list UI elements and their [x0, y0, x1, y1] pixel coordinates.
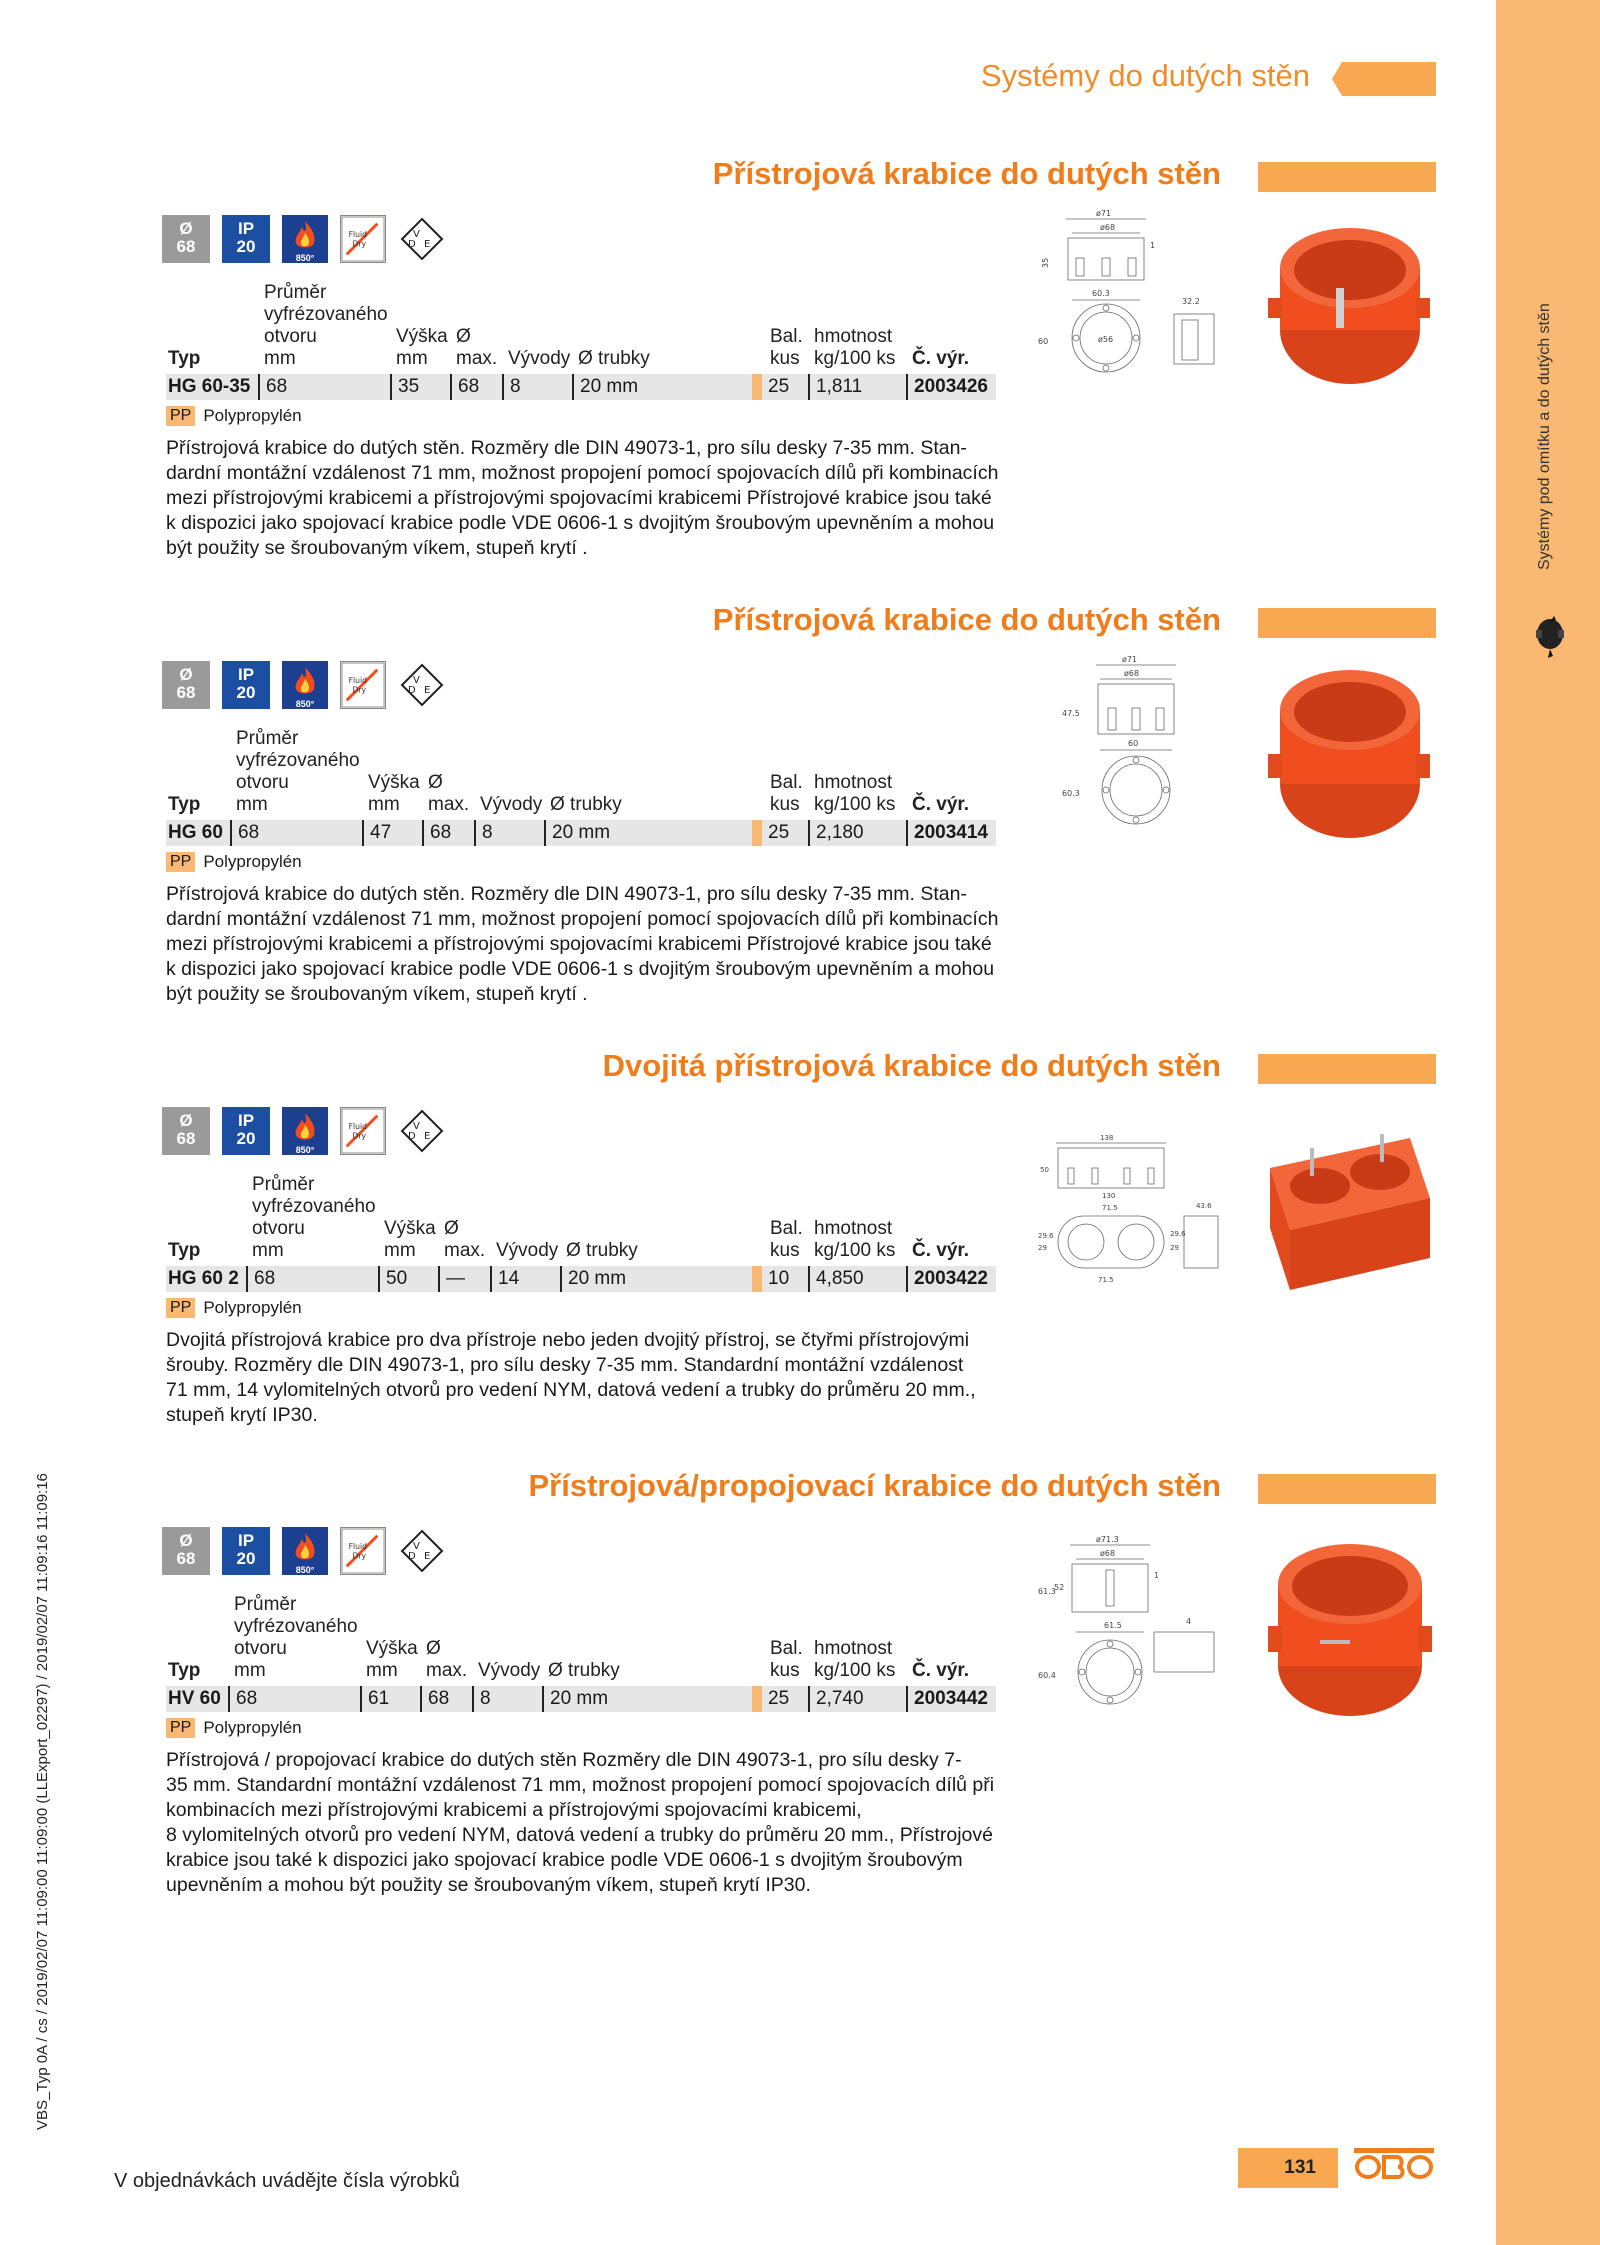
dim-label: 71.5: [1102, 1204, 1118, 1212]
desc-line: šrouby. Rozměry dle DIN 49073-1, pro sílu desky 7-35 mm. Standardní montážní vzdálenost: [166, 1354, 964, 1376]
col-kus: kus: [770, 1660, 800, 1681]
desc-line: být použity se šroubovaným víkem, stupeň krytí .: [166, 983, 588, 1005]
col-otvor-unit: mm: [234, 1660, 266, 1681]
material: [166, 406, 302, 426]
material-name: Polypropylén: [203, 406, 302, 425]
material-name: Polypropylén: [203, 1298, 302, 1317]
col-dia: Ø: [428, 772, 443, 793]
cell-bal: 10: [752, 1266, 789, 1292]
col-kus: kus: [770, 348, 800, 369]
svg-text:Fluid: Fluid: [348, 1122, 367, 1132]
obo-logo: [1354, 2148, 1434, 2180]
col-trubky: Ø trubky: [578, 348, 650, 369]
table-row: [166, 820, 996, 846]
col-max: max.: [444, 1240, 486, 1261]
vde-mark-icon: [398, 1527, 446, 1575]
cell-typ: HG 60-35: [168, 376, 251, 397]
dim-label: 35: [1041, 257, 1050, 268]
print-meta: VBS_Typ 0A / cs / 2019/02/07 11:09:00 11:09:00 (LLExport_02297) / 2019/02/07 11:09:16 11:09:16: [34, 1473, 51, 2130]
footer-note: V objednávkách uvádějte čísla výrobků: [114, 2170, 460, 2192]
material-code: PP: [166, 1718, 195, 1738]
desc-line: 35 mm. Standardní montážní vzdálenost 71 mm, možnost propojení pomocí spojovacích dílů při: [166, 1774, 995, 1796]
desc-line: Přístrojová krabice do dutých stěn. Rozměry dle DIN 49073-1, pro sílu desky 7-35 mm. Stan-: [166, 437, 967, 459]
col-otvor-unit: mm: [236, 794, 268, 815]
technical-drawing: [1036, 208, 1222, 388]
col-vyska-unit: mm: [384, 1240, 416, 1261]
cell-otvor: 68: [230, 820, 259, 846]
cell-dia: 68: [422, 820, 451, 846]
product-photo: [1250, 1118, 1440, 1308]
cell-vyvody: 8: [502, 374, 521, 400]
diameter-badge: [162, 661, 210, 709]
cell-cislo: 2003442: [906, 1686, 988, 1712]
flush-mount-icon: [340, 661, 386, 709]
cell-cislo: 2003426: [906, 374, 988, 400]
dim-label: 60.3: [1062, 789, 1080, 798]
material-name: Polypropylén: [203, 1718, 302, 1737]
ip-badge: [222, 1527, 270, 1575]
col-prumer-1: Průměr: [252, 1174, 315, 1195]
diameter-value: 68: [176, 237, 196, 256]
col-bal: Bal.: [770, 326, 803, 347]
desc-line: stupeň krytí IP30.: [166, 1404, 318, 1426]
dim-label: 60: [1038, 337, 1049, 346]
svg-text:D: D: [408, 685, 416, 696]
col-bal: Bal.: [770, 1638, 803, 1659]
col-typ: Typ: [168, 794, 201, 815]
desc-line: k dispozici jako spojovací krabice podle VDE 0606-1 s dvojitým šroubovým upevněním a mohou: [166, 512, 995, 534]
fire-temp: 850°: [295, 699, 315, 709]
dim-label: ø71: [1122, 655, 1138, 664]
col-cvyr: Č. výr.: [912, 348, 970, 369]
dim-label: 29: [1038, 1244, 1047, 1252]
col-max: max.: [428, 794, 470, 815]
diameter-symbol: Ø: [179, 1111, 193, 1130]
svg-text:Dry: Dry: [352, 239, 367, 249]
diameter-value: 68: [176, 683, 196, 702]
svg-text:D: D: [408, 239, 416, 250]
dim-label: ø56: [1098, 335, 1114, 344]
svg-text:Dry: Dry: [352, 1131, 367, 1141]
desc-line: Přístrojová krabice do dutých stěn. Rozměry dle DIN 49073-1, pro sílu desky 7-35 mm. Stan-: [166, 883, 967, 905]
svg-text:E: E: [424, 239, 431, 250]
cell-vyvody: 14: [490, 1266, 519, 1292]
table-row: [166, 374, 996, 400]
svg-text:V: V: [413, 1541, 420, 1552]
product-photo: [1250, 208, 1440, 398]
dim-label: 130: [1102, 1192, 1116, 1200]
svg-text:Dry: Dry: [352, 1551, 367, 1561]
desc-line: dardní montážní vzdálenost 71 mm, možnost propojení pomocí spojovacích dílů při kombinacích: [166, 908, 999, 930]
svg-text:V: V: [413, 675, 420, 686]
cell-cislo: 2003414: [906, 820, 988, 846]
section-bar: [1258, 162, 1436, 192]
vde-mark-icon: [398, 215, 446, 263]
svg-text:E: E: [424, 685, 431, 696]
ip-value: 20: [236, 1129, 256, 1148]
diameter-value: 68: [176, 1549, 196, 1568]
desc-line: mezi přístrojovými krabicemi a přístrojovými spojovacími krabicemi Přístrojové krabice jsou také: [166, 933, 992, 955]
technical-drawing: [1036, 654, 1222, 834]
desc-line: mezi přístrojovými krabicemi a přístrojovými spojovacími krabicemi Přístrojové krabice jsou také: [166, 487, 992, 509]
dim-label: 4: [1186, 1617, 1192, 1626]
cell-hmotnost: 2,740: [808, 1686, 864, 1712]
col-vyska: Výška: [366, 1638, 418, 1659]
dim-label: 52: [1054, 1583, 1065, 1592]
col-hmotnost: hmotnost: [814, 1638, 893, 1659]
col-kus: kus: [770, 794, 800, 815]
fire-temp: 850°: [295, 1565, 315, 1575]
svg-text:E: E: [424, 1131, 431, 1142]
section-title: Dvojitá přístrojová krabice do dutých stěn: [602, 1048, 1221, 1083]
technical-drawing: [1036, 1534, 1222, 1714]
cell-typ: HG 60: [168, 822, 223, 843]
ip-label: IP: [237, 1111, 255, 1130]
section-bar: [1258, 608, 1436, 638]
col-prumer-2: vyfrézovaného: [252, 1196, 376, 1217]
dim-label: 1: [1154, 1571, 1160, 1580]
dim-label: ø68: [1100, 223, 1116, 232]
technical-drawing: [1036, 1132, 1222, 1312]
col-prumer-1: Průměr: [234, 1594, 297, 1615]
svg-text:Fluid: Fluid: [348, 676, 367, 686]
desc-line: Dvojitá přístrojová krabice pro dva přístroje nebo jeden dvojitý přístroj, se čtyřmi přístrojovými: [166, 1329, 970, 1351]
dim-label: 61.5: [1104, 1621, 1122, 1630]
flush-mount-icon: [340, 215, 386, 263]
dim-label: ø68: [1100, 1549, 1116, 1558]
col-bal: Bal.: [770, 772, 803, 793]
svg-text:Fluid: Fluid: [348, 230, 367, 240]
dim-label: 29: [1170, 1244, 1179, 1252]
fire-rating-icon: [282, 215, 328, 263]
cell-trubky: 20 mm: [560, 1266, 626, 1292]
dim-label: 50: [1040, 1166, 1049, 1174]
dim-label: ø71: [1096, 209, 1112, 218]
col-cvyr: Č. výr.: [912, 1660, 970, 1681]
col-dia: Ø: [426, 1638, 441, 1659]
cell-dia: 68: [450, 374, 479, 400]
dim-label: 71.5: [1098, 1276, 1114, 1284]
cell-trubky: 20 mm: [544, 820, 610, 846]
cell-hmotnost: 2,180: [808, 820, 864, 846]
material-code: PP: [166, 406, 195, 426]
col-prumer-1: Průměr: [236, 728, 299, 749]
side-chapter-label: Systémy pod omítku a do dutých stěn: [1536, 303, 1553, 570]
table-row: [166, 1266, 996, 1292]
diameter-badge: [162, 215, 210, 263]
desc-line: k dispozici jako spojovací krabice podle VDE 0606-1 s dvojitým šroubovým upevněním a mohou: [166, 958, 995, 980]
vde-mark-icon: [398, 1107, 446, 1155]
ip-badge: [222, 215, 270, 263]
col-typ: Typ: [168, 348, 201, 369]
col-prumer-2: vyfrézovaného: [264, 304, 388, 325]
col-vyska-unit: mm: [366, 1660, 398, 1681]
ip-label: IP: [237, 665, 255, 684]
svg-text:Fluid: Fluid: [348, 1542, 367, 1552]
col-vyska: Výška: [396, 326, 448, 347]
fire-rating-icon: [282, 1527, 328, 1575]
vde-mark-icon: [398, 661, 446, 709]
col-vyvody: Vývody: [496, 1240, 559, 1261]
cell-typ: HV 60: [168, 1688, 221, 1709]
col-vyska-unit: mm: [396, 348, 428, 369]
section-bar: [1258, 1474, 1436, 1504]
col-prumer-3: otvoru: [264, 326, 317, 347]
col-vyvody: Vývody: [508, 348, 571, 369]
section-title: Přístrojová krabice do dutých stěn: [712, 602, 1221, 637]
dim-label: 1: [1150, 241, 1156, 250]
dim-label: 43.6: [1196, 1202, 1212, 1210]
cell-bal: 25: [752, 820, 789, 846]
fire-temp: 850°: [295, 1145, 315, 1155]
diameter-badge: [162, 1107, 210, 1155]
col-kg: kg/100 ks: [814, 348, 896, 369]
col-max: max.: [456, 348, 498, 369]
svg-text:E: E: [424, 1551, 431, 1562]
col-typ: Typ: [168, 1660, 201, 1681]
cell-bal: 25: [752, 374, 789, 400]
diameter-value: 68: [176, 1129, 196, 1148]
ip-label: IP: [237, 219, 255, 238]
cell-vyvody: 8: [472, 1686, 491, 1712]
desc-line: 8 vylomitelných otvorů pro vedení NYM, datová vedení a trubky do průměru 20 mm., Přístrojové: [166, 1824, 993, 1846]
cell-trubky: 20 mm: [572, 374, 638, 400]
col-kg: kg/100 ks: [814, 1240, 896, 1261]
col-prumer-2: vyfrézovaného: [234, 1616, 358, 1637]
ip-value: 20: [236, 1549, 256, 1568]
desc-line: kombinacích mezi přístrojovými krabicemi a přístrojovými spojovacími krabicemi,: [166, 1799, 862, 1821]
col-hmotnost: hmotnost: [814, 772, 893, 793]
cell-trubky: 20 mm: [542, 1686, 608, 1712]
description: [166, 882, 1006, 1007]
desc-line: upevněním a mohou být použity se šroubovaným víkem, stupeň krytí IP30.: [166, 1874, 811, 1896]
cell-bal: 25: [752, 1686, 789, 1712]
flush-mount-icon: [340, 1527, 386, 1575]
col-hmotnost: hmotnost: [814, 326, 893, 347]
svg-text:V: V: [413, 1121, 420, 1132]
cell-cislo: 2003422: [906, 1266, 988, 1292]
feature-icons: [162, 214, 446, 264]
cell-dia: 68: [420, 1686, 449, 1712]
col-cvyr: Č. výr.: [912, 794, 970, 815]
cell-vyvody: 8: [474, 820, 493, 846]
col-prumer-3: otvoru: [236, 772, 289, 793]
svg-text:D: D: [408, 1131, 416, 1142]
table-row: [166, 1686, 996, 1712]
diameter-badge: [162, 1527, 210, 1575]
dim-label: 47.5: [1062, 709, 1080, 718]
diameter-symbol: Ø: [179, 1531, 193, 1550]
description: [166, 436, 1006, 561]
dim-label: 29.6: [1170, 1230, 1186, 1238]
cell-hmotnost: 1,811: [808, 374, 862, 400]
col-trubky: Ø trubky: [550, 794, 622, 815]
ip-value: 20: [236, 237, 256, 256]
col-dia: Ø: [456, 326, 471, 347]
section-title: Přístrojová/propojovací krabice do dutých stěn: [528, 1468, 1221, 1503]
cell-vyska: 50: [378, 1266, 407, 1292]
dim-label: 60.3: [1092, 289, 1110, 298]
cell-otvor: 68: [246, 1266, 275, 1292]
ip-value: 20: [236, 683, 256, 702]
col-vyska: Výška: [368, 772, 420, 793]
col-prumer-3: otvoru: [252, 1218, 305, 1239]
dim-label: 138: [1100, 1134, 1114, 1142]
col-prumer-2: vyfrézovaného: [236, 750, 360, 771]
fire-temp: 850°: [295, 253, 315, 263]
ip-badge: [222, 661, 270, 709]
desc-line: Přístrojová / propojovací krabice do dutých stěn Rozměry dle DIN 49073-1, pro sílu desky 7-: [166, 1749, 962, 1771]
cell-otvor: 68: [228, 1686, 257, 1712]
col-trubky: Ø trubky: [548, 1660, 620, 1681]
col-typ: Typ: [168, 1240, 201, 1261]
desc-line: být použity se šroubovaným víkem, stupeň krytí .: [166, 537, 588, 559]
description: [166, 1748, 1006, 1898]
col-prumer-1: Průměr: [264, 282, 327, 303]
col-vyvody: Vývody: [480, 794, 543, 815]
svg-text:Dry: Dry: [352, 685, 367, 695]
col-otvor-unit: mm: [252, 1240, 284, 1261]
diameter-symbol: Ø: [179, 219, 193, 238]
col-vyska: Výška: [384, 1218, 436, 1239]
feature-icons: [162, 660, 446, 710]
header-arrow-icon: [1322, 60, 1436, 98]
product-photo: [1250, 654, 1440, 844]
col-kg: kg/100 ks: [814, 794, 896, 815]
material-name: Polypropylén: [203, 852, 302, 871]
col-vyska-unit: mm: [368, 794, 400, 815]
material: [166, 1298, 302, 1318]
material-code: PP: [166, 852, 195, 872]
cell-dia: —: [438, 1266, 465, 1292]
material: [166, 852, 302, 872]
desc-line: dardní montážní vzdálenost 71 mm, možnost propojení pomocí spojovacích dílů při kombinacích: [166, 462, 999, 484]
material: [166, 1718, 302, 1738]
section-bar: [1258, 1054, 1436, 1084]
fire-rating-icon: [282, 1107, 328, 1155]
col-cvyr: Č. výr.: [912, 1240, 970, 1261]
col-max: max.: [426, 1660, 468, 1681]
fire-rating-icon: [282, 661, 328, 709]
desc-line: 71 mm, 14 vylomitelných otvorů pro vedení NYM, datová vedení a trubky do průměru 20 mm.,: [166, 1379, 976, 1401]
cell-typ: HG 60 2: [168, 1268, 239, 1289]
svg-text:V: V: [413, 229, 420, 240]
description: [166, 1328, 1006, 1428]
diameter-symbol: Ø: [179, 665, 193, 684]
dim-label: 60.4: [1038, 1671, 1056, 1680]
dim-label: 61.3: [1038, 1587, 1056, 1596]
dim-label: 60: [1128, 739, 1139, 748]
col-hmotnost: hmotnost: [814, 1218, 893, 1239]
col-vyvody: Vývody: [478, 1660, 541, 1681]
ip-label: IP: [237, 1531, 255, 1550]
cell-vyska: 61: [360, 1686, 389, 1712]
product-photo: [1250, 1530, 1440, 1720]
cell-hmotnost: 4,850: [808, 1266, 864, 1292]
cell-vyska: 47: [362, 820, 391, 846]
ip-badge: [222, 1107, 270, 1155]
cell-otvor: 68: [258, 374, 287, 400]
side-thumbnail-icon: [1530, 612, 1570, 662]
col-otvor-unit: mm: [264, 348, 296, 369]
col-kg: kg/100 ks: [814, 1660, 896, 1681]
col-trubky: Ø trubky: [566, 1240, 638, 1261]
page-number: 131: [1238, 2148, 1338, 2188]
col-dia: Ø: [444, 1218, 459, 1239]
svg-text:D: D: [408, 1551, 416, 1562]
section-title: Přístrojová krabice do dutých stěn: [712, 156, 1221, 191]
desc-line: krabice jsou také k dispozici jako spojovací krabice podle VDE 0606-1 s dvojitým šroubovým: [166, 1849, 963, 1871]
page-header-title: Systémy do dutých stěn: [980, 58, 1310, 93]
dim-label: 29.6: [1038, 1232, 1054, 1240]
flush-mount-icon: [340, 1107, 386, 1155]
feature-icons: [162, 1106, 446, 1156]
dim-label: ø71.3: [1096, 1535, 1119, 1544]
col-kus: kus: [770, 1240, 800, 1261]
col-bal: Bal.: [770, 1218, 803, 1239]
feature-icons: [162, 1526, 446, 1576]
material-code: PP: [166, 1298, 195, 1318]
dim-label: ø68: [1124, 669, 1140, 678]
col-prumer-3: otvoru: [234, 1638, 287, 1659]
dim-label: 32.2: [1182, 297, 1200, 306]
cell-vyska: 35: [390, 374, 419, 400]
